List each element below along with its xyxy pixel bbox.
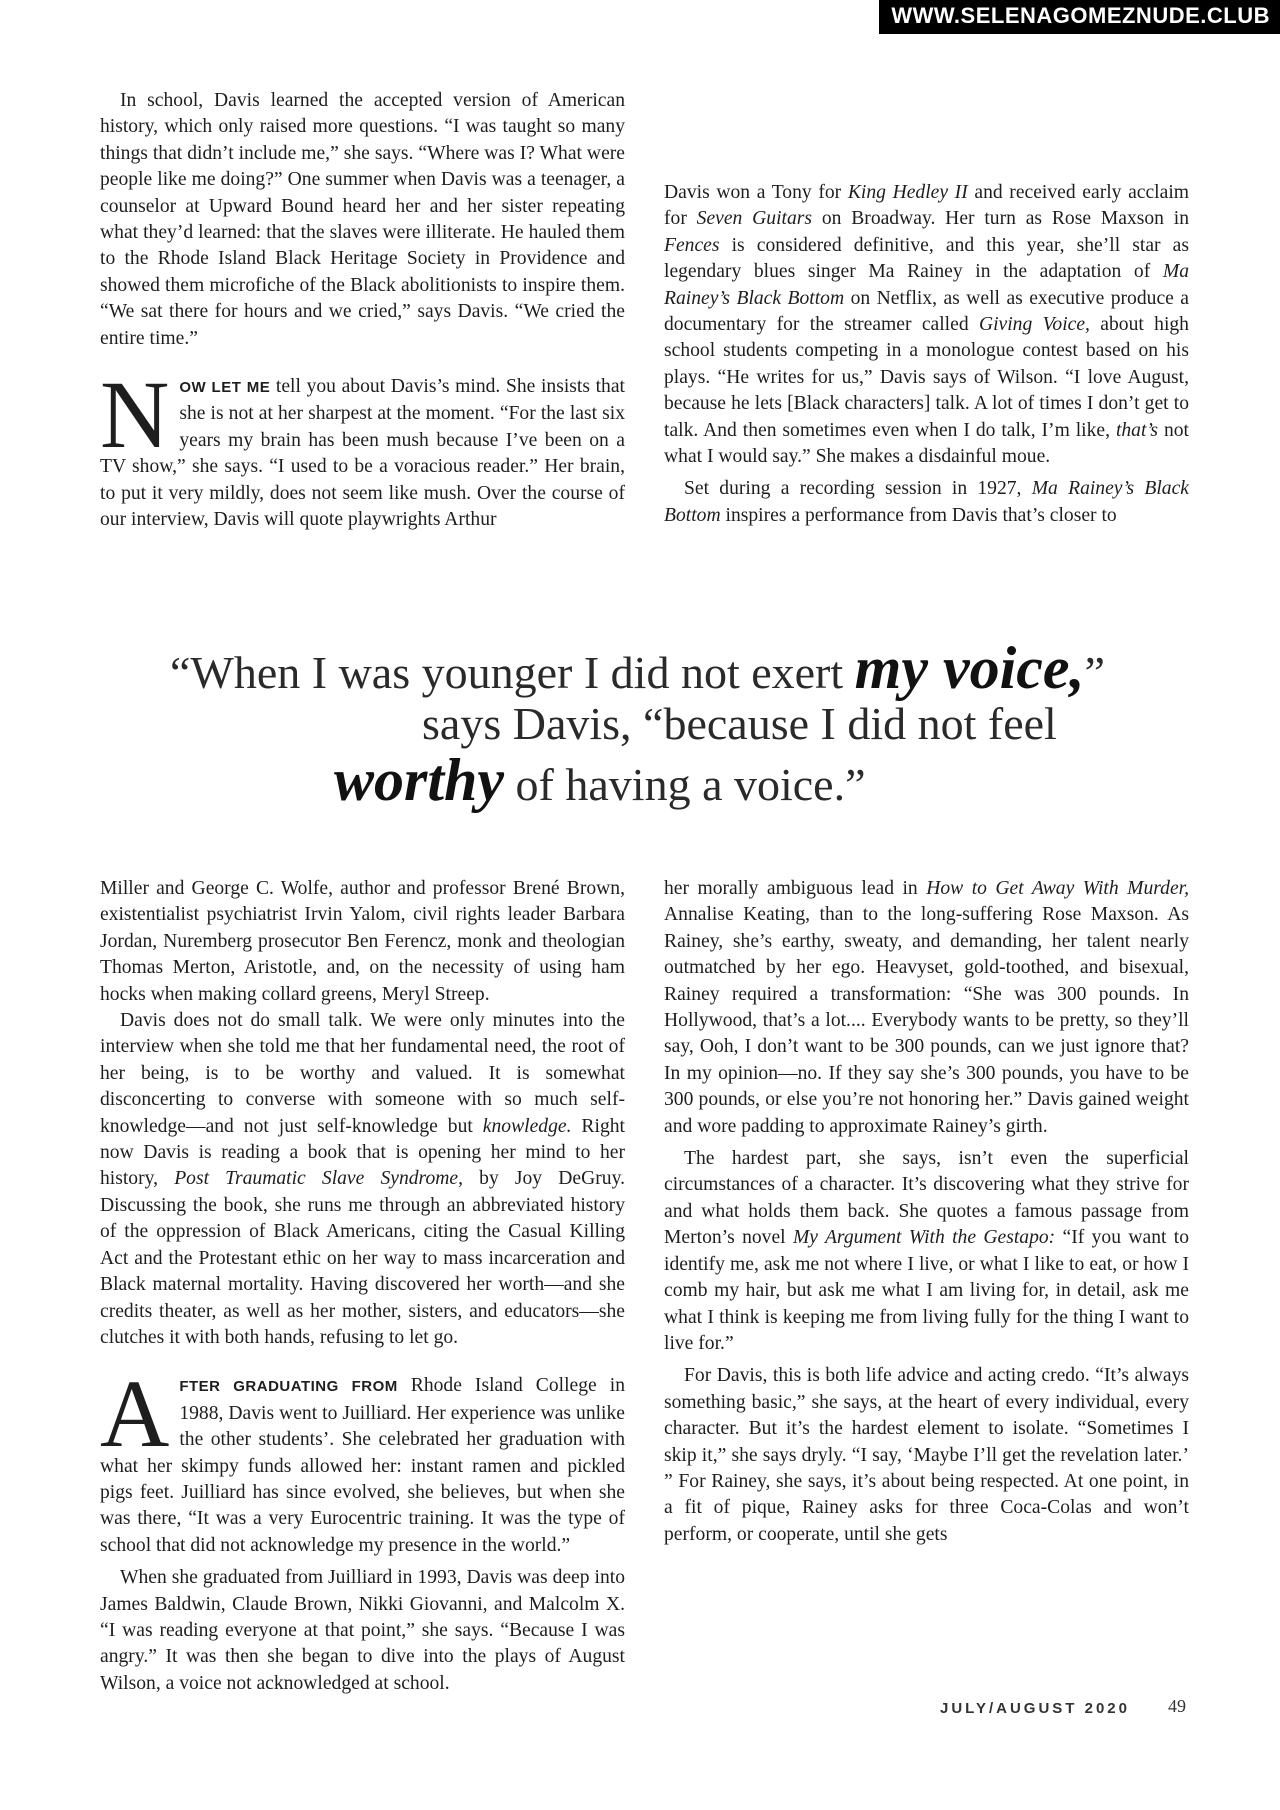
- italic-title: Ma Rainey’s Black Bottom: [664, 478, 1189, 526]
- lead-in: FTER GRADUATING FROM: [179, 1378, 398, 1396]
- pull-quote-line-1: [170, 635, 1105, 701]
- text: not what I would say.” She makes a disdainful moue.: [664, 419, 1189, 468]
- paragraph: [100, 1008, 625, 1351]
- paragraph: [664, 1146, 1189, 1357]
- italic-title: King Hedley II: [847, 182, 968, 203]
- section-start-paragraph: [100, 1360, 625, 1559]
- italic-emphasis: that’s: [1115, 419, 1159, 441]
- text: by Joy DeGruy. Discussing the book, she runs me through an abbreviated history of the oppression of Black Americans, citing the Casual Killing Act and the Protestant ethic on her way to mass incarceration and Black maternal mortality. Having discovered her worth—and she credits theater, as well as her mother, sisters, and educators—she clutches it with both hands, refusing to let go.: [100, 1168, 625, 1348]
- pull-quote-line-3: [334, 747, 866, 813]
- italic-title: Fences: [664, 234, 720, 256]
- pull-quote-line-2: says Davis, “because I did not feel: [422, 698, 1057, 749]
- text: Davis does not do small talk. We were only minutes into the interview when she told me that her fundamental need, the root of her being, is to be worthy and valued. It is somewhat disconcerting to converse with someone with so much self-knowledge—and not just self-knowledge but: [100, 1010, 625, 1137]
- article-column-top-right: [664, 180, 1189, 529]
- page-number: 49: [1168, 1696, 1186, 1716]
- text: is considered definitive, and this year, she’ll star as legendary blues singer Ma Rainey in the adaptation of: [664, 234, 1189, 283]
- article-column-bottom-left: [100, 876, 625, 1697]
- italic-title: Ma Rainey’s Black Bottom: [664, 261, 1189, 309]
- pull-quote-text: of having a voice.”: [504, 759, 866, 810]
- article-column-top-left: [100, 88, 625, 534]
- drop-cap: A: [100, 1360, 170, 1468]
- watermark-banner: WWW.SELENAGOMEZNUDE.CLUB: [879, 0, 1280, 34]
- italic-title: Post Traumatic Slave Syndrome,: [174, 1168, 463, 1190]
- section-start-paragraph: [100, 361, 625, 533]
- italic-title: Seven Guitars: [696, 208, 813, 230]
- article-column-bottom-right: [664, 876, 1189, 1548]
- paragraph: In school, Davis learned the accepted version of American history, which only raised more questions. “I was taught so many things that didn’t include me,” she says. “Where was I? What were people like me doing?” One summer when Davis was a teenager, a counselor at Upward Bound heard her and her sister repeating what they’d learned: that the slaves were illiterate. He hauled them to the Rhode Island Black Heritage Society in Providence and showed them microfiche of the Black abolitionists to inspire them. “We sat there for hours and we cried,” says Davis. “We cried the entire time.”: [100, 90, 625, 349]
- pull-quote-emphasis: worthy: [334, 747, 505, 813]
- text: “If you want to identify me, ask me not where I live, or what I like to eat, or how I comb my hair, but ask me what I am living for, in detail, ask me what I think is keeping me from living fully for the thing I want to live for.”: [664, 1227, 1190, 1354]
- paragraph: When she graduated from Juilliard in 1993, Davis was deep into James Baldwin, Claude Brown, Nikki Giovanni, and Malcolm X. “I was reading everyone at that point,” she says. “Because I was angry.” It was then she began to dive into the plays of August Wilson, a voice not acknowledged at school.: [100, 1567, 625, 1694]
- lead-in: OW LET ME: [179, 379, 271, 397]
- text: on Broadway. Her turn as Rose Maxson in: [812, 208, 1189, 230]
- paragraph-text: Rhode Island College in 1988, Davis went to Juilliard. Her experience was unlike the other students’. She celebrated her graduation with what her skimpy funds allowed her: instant ramen and pickled pigs feet. Juilliard has since evolved, she believes, but when she was there, “It was a very Eurocentric training. It was the type of school that did not acknowledge my presence in the world.”: [100, 1375, 625, 1556]
- text: Davis won a Tony for: [664, 182, 848, 203]
- paragraph: Miller and George C. Wolfe, author and professor Brené Brown, existentialist psychiatrist Irvin Yalom, civil rights leader Barbara Jordan, Nuremberg prosecutor Ben Ferencz, monk and theologian Thomas Merton, Aristotle, and, on the necessity of using ham hocks when making collard greens, Meryl Streep.: [100, 878, 625, 1005]
- text: and received early acclaim for: [664, 182, 1190, 230]
- italic-title: My Argument With the Gestapo:: [792, 1227, 1056, 1249]
- pull-quote-emphasis: my voice,: [854, 635, 1085, 701]
- text: Right now Davis is reading a book that is opening her mind to her history,: [100, 1115, 625, 1190]
- text: Annalise Keating, than to the long-suffering Rose Maxson. As Rainey, she’s earthy, sweaty, and demanding, her talent nearly outmatched by her ego. Heavyset, gold-toothed, and bisexual, Rainey required a transformation: “She was 300 pounds. In Hollywood, that’s a lot.... Everybody wants to be pretty, so they’ll say, Ooh, I don’t want to be 300 pounds, can we just ignore that? In my opinion—no. If they say she’s 300 pounds, you have to be 300 pounds, or else you’re not honoring her.” Davis gained weight and wore padding to approximate Rainey’s girth.: [664, 904, 1189, 1137]
- text: inspires a performance from Davis that’s closer to: [720, 504, 1117, 526]
- paragraph: [664, 476, 1189, 529]
- italic-title: Giving Voice,: [978, 314, 1090, 336]
- issue-date: JULY/AUGUST 2020: [939, 1700, 1130, 1717]
- text: about high school students competing in a monologue contest based on his plays. “He writes for us,” Davis says of Wilson. “I love August, because he lets [Black characters] talk. A lot of times I don’t get to talk. And then sometimes even when I do talk, I’m like,: [664, 314, 1189, 441]
- paragraph: [664, 180, 1189, 470]
- text: Set during a recording session in 1927,: [684, 478, 1032, 500]
- paragraph: [664, 876, 1189, 1140]
- italic-title: How to Get Away With Murder,: [926, 878, 1189, 899]
- text: The hardest part, she says, isn’t even the superficial circumstances of a character. It’s discovering what they strive for and what holds them back. She quotes a famous passage from Merton’s novel: [664, 1148, 1189, 1249]
- text: her morally ambiguous lead in: [664, 878, 927, 899]
- pull-quote-text: “When I was younger I did not exert: [170, 647, 855, 698]
- paragraph-text: tell you about Davis’s mind. She insists that she is not at her sharpest at the moment. “For the last six years my brain has been mush because I’ve been on a TV show,” she says. “I used to be a voracious reader.” Her brain, to put it very mildly, does not seem like mush. Over the course of our interview, Davis will quote playwrights Arthur: [100, 376, 625, 531]
- paragraph: For Davis, this is both life advice and acting credo. “It’s always something basic,” she says, at the heart of every individual, every character. But it’s the hardest element to isolate. “Sometimes I skip it,” she says dryly. “I say, ‘Maybe I’ll get the revelation later.’ ” For Rainey, she says, it’s about being respected. At one point, in a fit of pique, Rainey asks for three Coca-Colas and won’t perform, or cooperate, until she gets: [664, 1365, 1189, 1545]
- drop-cap: N: [100, 361, 170, 469]
- italic-emphasis: knowledge.: [482, 1115, 572, 1137]
- text: on Netflix, as well as executive produce a documentary for the streamer called: [664, 287, 1189, 336]
- pull-quote-text: ”: [1084, 647, 1105, 698]
